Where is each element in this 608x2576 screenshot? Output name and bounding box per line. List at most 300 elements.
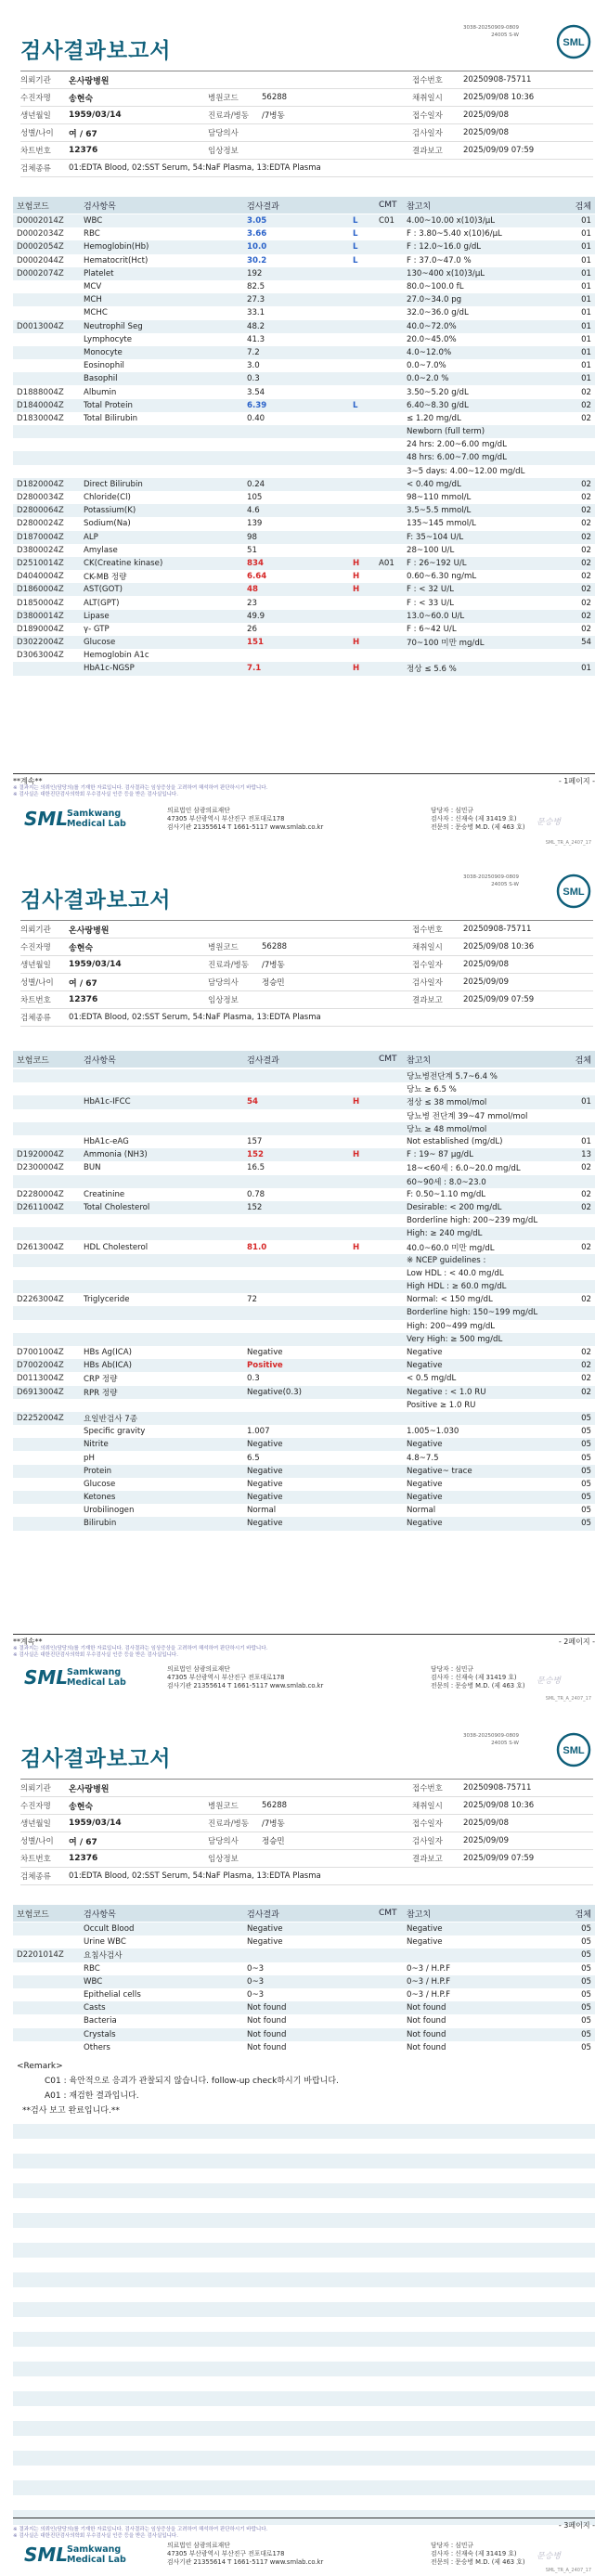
table-row bbox=[13, 1188, 595, 1201]
table-row bbox=[13, 1386, 595, 1399]
signatories: 담당자 : 심민규 검사자 : 신재숙 (제 31419 호) 전문의 : 문승병 M.D. (제 463 호) bbox=[431, 2542, 525, 2566]
row-result: 7.2 bbox=[247, 347, 260, 357]
row-specimen: 05 bbox=[581, 1440, 591, 1450]
col-cmt: CMT bbox=[379, 1055, 397, 1064]
row-test-name: Hematocrit(Hct) bbox=[84, 255, 149, 265]
row-specimen: 05 bbox=[581, 1950, 591, 1961]
row-reference: High: ≥ 240 mg/dL bbox=[407, 1229, 483, 1239]
table-row bbox=[13, 451, 595, 464]
label-doctor: 담당의사 bbox=[208, 129, 239, 138]
patient-info bbox=[20, 1779, 593, 1885]
row-flag: H bbox=[353, 585, 360, 595]
label-institution: 의뢰기관 bbox=[20, 1784, 51, 1793]
table-row bbox=[13, 504, 595, 517]
row-test-name: pH bbox=[84, 1453, 95, 1463]
row-reference: 당뇨 ≥ 6.5 % bbox=[407, 1085, 457, 1095]
row-test-name: HbA1c-IFCC bbox=[84, 1097, 131, 1107]
row-reference: Negative bbox=[407, 1479, 443, 1489]
table-row bbox=[13, 623, 595, 636]
row-result: Negative bbox=[247, 1937, 283, 1948]
row-specimen: 05 bbox=[581, 2016, 591, 2026]
row-result: Negative bbox=[247, 1493, 283, 1503]
table-row bbox=[13, 1935, 595, 1948]
row-reference: 0.0~7.0% bbox=[407, 361, 446, 371]
row-test-name: WBC bbox=[84, 1976, 103, 1987]
row-insurance-code: D0002044Z bbox=[17, 255, 64, 265]
row-test-name: Neutrophil Seg bbox=[84, 321, 143, 331]
label-patient: 수진자명 bbox=[20, 94, 51, 103]
col-cmt: CMT bbox=[379, 1909, 397, 1918]
row-reference: Negative : < 1.0 RU bbox=[407, 1387, 486, 1397]
report-code: 3038-20250909-0809 24005 S-W bbox=[463, 25, 519, 38]
table-row bbox=[13, 1372, 595, 1385]
row-result: Negative bbox=[247, 1348, 283, 1358]
label-ordered: 접수일자 bbox=[412, 1819, 443, 1829]
row-reference: F : 3.80~5.40 x(10)6/μL bbox=[407, 229, 502, 239]
row-result: Normal bbox=[247, 1506, 277, 1516]
table-row bbox=[13, 214, 595, 227]
results-table-body bbox=[13, 1922, 595, 2054]
row-test-name: Hemoglobin A1c bbox=[84, 651, 149, 661]
row-insurance-code: D2800034Z bbox=[17, 493, 64, 503]
row-specimen: 05 bbox=[581, 2003, 591, 2013]
row-reference: Negative bbox=[407, 1519, 443, 1529]
specimen-type-value: 01:EDTA Blood, 02:SST Serum, 54:NaF Plasma, 13:EDTA Plasma bbox=[69, 1013, 321, 1022]
table-row bbox=[13, 240, 595, 253]
label-hospital-code: 병원코드 bbox=[208, 943, 239, 952]
row-reference: 135~145 mmol/L bbox=[407, 519, 476, 529]
logo-text: SML bbox=[563, 887, 585, 898]
col-insurance-code: 보험코드 bbox=[17, 201, 49, 212]
row-result: 72 bbox=[247, 1295, 257, 1305]
row-result: Negative bbox=[247, 1519, 283, 1529]
col-insurance-code: 보험코드 bbox=[17, 1909, 49, 1920]
row-test-name: Glucose bbox=[84, 1479, 116, 1489]
specimen-type-value: 01:EDTA Blood, 02:SST Serum, 54:NaF Plasma, 13:EDTA Plasma bbox=[69, 163, 321, 173]
row-insurance-code: D4040004Z bbox=[17, 572, 64, 582]
row-reference: 40.0~72.0% bbox=[407, 321, 457, 331]
col-result: 검사결과 bbox=[247, 1909, 279, 1920]
report-title: 검사결과보고서 bbox=[20, 39, 172, 63]
form-code: SML_TR_A_2407_17 bbox=[545, 840, 591, 846]
row-flag: H bbox=[353, 664, 360, 674]
results-table-header bbox=[13, 197, 595, 214]
row-test-name: Albumin bbox=[84, 387, 117, 397]
row-reference: Negative bbox=[407, 1937, 443, 1948]
row-test-name: HBs Ab(ICA) bbox=[84, 1361, 133, 1371]
department-value: /7병동 bbox=[262, 961, 285, 970]
row-specimen: 02 bbox=[581, 506, 591, 516]
label-ordered: 접수일자 bbox=[412, 961, 443, 970]
row-test-name: Nitrite bbox=[84, 1440, 109, 1450]
row-reference: 당뇨 ≥ 48 mmol/mol bbox=[407, 1124, 487, 1134]
table-row bbox=[13, 293, 595, 306]
remark-title: <Remark> bbox=[17, 2062, 63, 2071]
tested-value: 2025/09/09 bbox=[463, 1836, 509, 1845]
label-received-at: 채취일시 bbox=[412, 943, 443, 952]
row-result: 51 bbox=[247, 545, 257, 555]
row-specimen: 02 bbox=[581, 519, 591, 529]
row-reference: ※ NCEP guidelines : bbox=[407, 1255, 486, 1265]
row-insurance-code: D7002004Z bbox=[17, 1361, 64, 1371]
row-specimen: 01 bbox=[581, 242, 591, 252]
row-specimen: 05 bbox=[581, 1976, 591, 1987]
row-result: Negative bbox=[247, 1466, 283, 1476]
row-specimen: 05 bbox=[581, 1519, 591, 1529]
row-result: 0.3 bbox=[247, 1374, 260, 1384]
row-test-name: Ketones bbox=[84, 1493, 116, 1503]
table-row bbox=[13, 306, 595, 319]
table-row bbox=[13, 1161, 595, 1174]
institution-value: 온사랑병원 bbox=[69, 1784, 110, 1794]
table-row bbox=[13, 1346, 595, 1359]
sex-age-value: 여 / 67 bbox=[69, 978, 97, 989]
table-row bbox=[13, 1975, 595, 1988]
row-test-name: Glucose bbox=[84, 638, 116, 648]
results-table-body bbox=[13, 214, 595, 676]
row-result: 6.39 bbox=[247, 400, 267, 410]
table-row bbox=[13, 1425, 595, 1438]
row-reference: 80.0~100.0 fL bbox=[407, 282, 464, 292]
reported-value: 2025/09/09 07:59 bbox=[463, 146, 535, 155]
row-test-name: Sodium(Na) bbox=[84, 519, 131, 529]
row-reference: 4.00~10.00 x(10)3/μL bbox=[407, 216, 496, 227]
row-specimen: 01 bbox=[581, 361, 591, 371]
row-test-name: AST(GOT) bbox=[84, 585, 123, 595]
row-reference: F : 19~ 87 μg/dL bbox=[407, 1150, 473, 1160]
dob-value: 1959/03/14 bbox=[69, 1819, 122, 1828]
row-flag: H bbox=[353, 558, 360, 568]
row-result: 4.6 bbox=[247, 506, 260, 516]
row-specimen: 02 bbox=[581, 572, 591, 582]
label-department: 진료과/병동 bbox=[208, 1819, 249, 1829]
hospital-code-value: 56288 bbox=[262, 93, 288, 102]
row-reference: Normal: < 150 mg/dL bbox=[407, 1295, 493, 1305]
label-dob: 생년월일 bbox=[20, 1819, 51, 1829]
label-doctor: 담당의사 bbox=[208, 1837, 239, 1846]
label-sex-age: 성별/나이 bbox=[20, 129, 54, 138]
row-specimen: 02 bbox=[581, 1295, 591, 1305]
patient-info bbox=[20, 71, 593, 177]
table-row bbox=[13, 1293, 595, 1306]
table-row bbox=[13, 1069, 595, 1082]
col-cmt: CMT bbox=[379, 201, 397, 210]
row-reference: 48 hrs: 6.00~7.00 mg/dL bbox=[407, 453, 507, 463]
chart-no-value: 12376 bbox=[69, 146, 98, 155]
col-test-name: 검사항목 bbox=[84, 1055, 116, 1066]
row-test-name: Direct Bilirubin bbox=[84, 479, 143, 489]
report-title: 검사결과보고서 bbox=[20, 888, 172, 913]
row-result: 0.40 bbox=[247, 413, 265, 423]
row-specimen: 01 bbox=[581, 374, 591, 384]
signature: 문승병 bbox=[537, 1676, 562, 1686]
row-insurance-code: D0002034Z bbox=[17, 229, 64, 239]
row-specimen: 05 bbox=[581, 1479, 591, 1489]
table-row bbox=[13, 1438, 595, 1451]
table-row bbox=[13, 1148, 595, 1161]
row-test-name: CK(Creatine kinase) bbox=[84, 558, 163, 568]
table-row bbox=[13, 254, 595, 267]
row-flag: L bbox=[353, 229, 358, 239]
row-result: 152 bbox=[247, 1150, 264, 1160]
row-specimen: 02 bbox=[581, 545, 591, 555]
tested-value: 2025/09/09 bbox=[463, 977, 509, 987]
row-result: 49.9 bbox=[247, 611, 265, 621]
hospital-code-value: 56288 bbox=[262, 1801, 288, 1810]
row-test-name: ALT(GPT) bbox=[84, 598, 120, 608]
label-tested: 검사일자 bbox=[412, 1837, 443, 1846]
table-row bbox=[13, 557, 595, 570]
row-specimen: 02 bbox=[581, 558, 591, 568]
row-specimen: 05 bbox=[581, 2029, 591, 2039]
department-value: /7병동 bbox=[262, 111, 285, 121]
row-test-name: MCV bbox=[84, 282, 102, 292]
row-test-name: Urine WBC bbox=[84, 1937, 126, 1948]
row-insurance-code: D2800024Z bbox=[17, 519, 64, 529]
table-row bbox=[13, 1201, 595, 1214]
label-hospital-code: 병원코드 bbox=[208, 94, 239, 103]
row-specimen: 02 bbox=[581, 1374, 591, 1384]
row-reference: Negative bbox=[407, 1493, 443, 1503]
label-clinical-info: 임상정보 bbox=[208, 996, 239, 1005]
table-row bbox=[13, 1517, 595, 1530]
table-row bbox=[13, 544, 595, 557]
row-reference: High HDL : ≥ 60.0 mg/dL bbox=[407, 1282, 507, 1292]
row-result: Negative(0.3) bbox=[247, 1387, 302, 1397]
blank-rows bbox=[13, 2124, 595, 2525]
row-reference: 정상 ≤ 38 mmol/mol bbox=[407, 1098, 487, 1108]
label-tested: 검사일자 bbox=[412, 129, 443, 138]
row-specimen: 01 bbox=[581, 308, 591, 318]
row-reference: 0~3 / H.P.F bbox=[407, 1963, 451, 1974]
row-specimen: 05 bbox=[581, 1493, 591, 1503]
label-received-at: 채취일시 bbox=[412, 1802, 443, 1811]
row-result: Positive bbox=[247, 1361, 283, 1371]
row-result: 0.3 bbox=[247, 374, 260, 384]
table-row bbox=[13, 465, 595, 478]
row-reference: Positive ≥ 1.0 RU bbox=[407, 1400, 476, 1410]
institution-value: 온사랑병원 bbox=[69, 926, 110, 936]
row-reference: Negative~ trace bbox=[407, 1466, 472, 1476]
remark-section bbox=[17, 2059, 589, 2118]
row-insurance-code: D2510014Z bbox=[17, 558, 64, 568]
table-row bbox=[13, 1320, 595, 1333]
row-result: 152 bbox=[247, 1202, 263, 1212]
row-specimen: 02 bbox=[581, 387, 591, 397]
row-specimen: 02 bbox=[581, 598, 591, 608]
row-insurance-code: D2263004Z bbox=[17, 1295, 64, 1305]
page-footer bbox=[13, 773, 595, 785]
dob-value: 1959/03/14 bbox=[69, 960, 122, 969]
signatories: 담당자 : 심민규 검사자 : 신재숙 (제 31419 호) 전문의 : 문승병 M.D. (제 463 호) bbox=[431, 1665, 525, 1689]
row-specimen: 02 bbox=[581, 479, 591, 489]
chart-no-value: 12376 bbox=[69, 1854, 98, 1863]
table-row bbox=[13, 2001, 595, 2014]
row-test-name: Bacteria bbox=[84, 2016, 117, 2026]
row-reference: Not established (mg/dL) bbox=[407, 1137, 503, 1147]
row-specimen: 01 bbox=[581, 229, 591, 239]
row-specimen: 01 bbox=[581, 255, 591, 265]
row-reference: F: 35~104 U/L bbox=[407, 532, 464, 542]
row-insurance-code: D0002014Z bbox=[17, 216, 64, 227]
col-test-name: 검사항목 bbox=[84, 1909, 116, 1920]
row-result: 82.5 bbox=[247, 282, 265, 292]
row-reference: Negative bbox=[407, 1348, 443, 1358]
row-reference: 18~<60세 : 6.0~20.0 mg/dL bbox=[407, 1164, 521, 1174]
row-reference: F : 6~42 U/L bbox=[407, 624, 457, 634]
continued-label: **계속** bbox=[13, 1638, 43, 1646]
table-row bbox=[13, 333, 595, 346]
signature: 문승병 bbox=[537, 818, 562, 827]
row-test-name: ALP bbox=[84, 532, 98, 542]
label-patient: 수진자명 bbox=[20, 1802, 51, 1811]
table-row bbox=[13, 425, 595, 438]
row-reference: Not found bbox=[407, 2029, 446, 2039]
table-row bbox=[13, 1267, 595, 1280]
row-specimen: 02 bbox=[581, 611, 591, 621]
row-test-name: Epithelial cells bbox=[84, 1990, 141, 2000]
table-row bbox=[13, 491, 595, 504]
row-result: 0~3 bbox=[247, 1976, 265, 1987]
row-reference: 4.0~12.0% bbox=[407, 347, 452, 357]
table-row bbox=[13, 583, 595, 596]
label-hospital-code: 병원코드 bbox=[208, 1802, 239, 1811]
row-test-name: Total Bilirubin bbox=[84, 413, 138, 423]
row-result: 105 bbox=[247, 493, 263, 503]
row-reference: 70~100 미만 mg/dL bbox=[407, 639, 485, 649]
page-footer bbox=[13, 1634, 595, 1646]
row-reference: 0~3 / H.P.F bbox=[407, 1976, 451, 1987]
table-row bbox=[13, 1175, 595, 1188]
label-specimen-type: 검체종류 bbox=[20, 1872, 51, 1882]
col-specimen: 검체 bbox=[575, 1909, 591, 1920]
table-row bbox=[13, 610, 595, 623]
row-reference: Very High: ≥ 500 mg/dL bbox=[407, 1334, 503, 1344]
row-specimen: 02 bbox=[581, 1387, 591, 1397]
row-test-name: Specific gravity bbox=[84, 1427, 146, 1437]
sex-age-value: 여 / 67 bbox=[69, 129, 97, 139]
row-insurance-code: D3022004Z bbox=[17, 638, 64, 648]
patient-info bbox=[20, 920, 593, 1027]
row-insurance-code: D0013004Z bbox=[17, 321, 64, 331]
row-insurance-code: D2300004Z bbox=[17, 1163, 64, 1173]
row-result: 6.64 bbox=[247, 572, 267, 582]
ordered-value: 2025/09/08 bbox=[463, 110, 509, 120]
row-specimen: 02 bbox=[581, 1189, 591, 1199]
table-row bbox=[13, 1988, 595, 2001]
row-reference: High: 200~499 mg/dL bbox=[407, 1321, 496, 1331]
table-row bbox=[13, 1109, 595, 1122]
row-insurance-code: D1830004Z bbox=[17, 413, 64, 423]
row-specimen: 01 bbox=[581, 216, 591, 227]
row-result: Not found bbox=[247, 2016, 287, 2026]
label-patient: 수진자명 bbox=[20, 943, 51, 952]
row-result: 192 bbox=[247, 268, 263, 278]
row-result: Negative bbox=[247, 1924, 283, 1935]
lab-address: 의료법인 삼광의료재단 47305 부산광역시 부산진구 전포대로178 검사기관 21355614 T 1661-5117 www.smlab.co.kr bbox=[167, 1665, 324, 1689]
row-specimen: 02 bbox=[581, 1163, 591, 1173]
row-specimen: 05 bbox=[581, 1506, 591, 1516]
row-insurance-code: D0002054Z bbox=[17, 242, 64, 252]
table-row bbox=[13, 1254, 595, 1267]
row-reference: F : < 33 U/L bbox=[407, 598, 454, 608]
col-result: 검사결과 bbox=[247, 201, 279, 212]
row-result: 3.54 bbox=[247, 387, 265, 397]
row-result: 3.05 bbox=[247, 216, 267, 227]
row-specimen: 02 bbox=[581, 400, 591, 410]
row-specimen: 02 bbox=[581, 1242, 591, 1252]
row-specimen: 05 bbox=[581, 1963, 591, 1974]
row-cmt: A01 bbox=[379, 558, 395, 568]
label-sex-age: 성별/나이 bbox=[20, 1837, 54, 1846]
row-result: 98 bbox=[247, 532, 257, 542]
row-result: 0.24 bbox=[247, 479, 265, 489]
col-specimen: 검체 bbox=[575, 201, 591, 212]
lab-address: 의료법인 삼광의료재단 47305 부산광역시 부산진구 전포대로178 검사기관 21355614 T 1661-5117 www.smlab.co.kr bbox=[167, 807, 324, 831]
row-test-name: Casts bbox=[84, 2003, 106, 2013]
row-result: 26 bbox=[247, 624, 257, 634]
row-reference: 24 hrs: 2.00~6.00 mg/dL bbox=[407, 440, 507, 450]
row-result: 0.78 bbox=[247, 1189, 265, 1199]
row-flag: H bbox=[353, 1150, 360, 1160]
row-reference: 정상 ≤ 5.6 % bbox=[407, 665, 457, 675]
label-tested: 검사일자 bbox=[412, 978, 443, 988]
label-reported: 결과보고 bbox=[412, 147, 443, 156]
row-reference: Not found bbox=[407, 2016, 446, 2026]
label-receipt-no: 접수번호 bbox=[412, 1784, 443, 1793]
row-specimen: 05 bbox=[581, 1453, 591, 1463]
label-department: 진료과/병동 bbox=[208, 111, 249, 121]
table-row bbox=[13, 1306, 595, 1319]
row-insurance-code: D0113004Z bbox=[17, 1374, 64, 1384]
table-row bbox=[13, 1399, 595, 1412]
specimen-type-value: 01:EDTA Blood, 02:SST Serum, 54:NaF Plasma, 13:EDTA Plasma bbox=[69, 1871, 321, 1881]
received-at-value: 2025/09/08 10:36 bbox=[463, 93, 535, 102]
row-cmt: C01 bbox=[379, 216, 395, 227]
row-insurance-code: D2800064Z bbox=[17, 506, 64, 516]
table-row bbox=[13, 1240, 595, 1253]
row-specimen: 01 bbox=[581, 282, 591, 292]
table-row bbox=[13, 662, 595, 675]
row-insurance-code: D1860004Z bbox=[17, 585, 64, 595]
label-reported: 결과보고 bbox=[412, 996, 443, 1005]
row-specimen: 05 bbox=[581, 1924, 591, 1935]
label-dob: 생년월일 bbox=[20, 111, 51, 121]
row-reference: 0.0~2.0 % bbox=[407, 374, 449, 384]
row-result: 6.5 bbox=[247, 1453, 260, 1463]
row-specimen: 05 bbox=[581, 1413, 591, 1423]
row-reference: < 0.40 mg/dL bbox=[407, 479, 461, 489]
row-result: Negative bbox=[247, 1479, 283, 1489]
row-result: 157 bbox=[247, 1137, 263, 1147]
signature: 문승병 bbox=[537, 2552, 562, 2561]
report-code: 3038-20250909-0809 24005 S-W bbox=[463, 874, 519, 887]
row-test-name: 요침사검사 bbox=[84, 1951, 123, 1961]
label-reported: 결과보고 bbox=[412, 1855, 443, 1864]
logo-text: SML bbox=[563, 1745, 585, 1756]
doctor-value: 정승민 bbox=[262, 978, 285, 988]
hospital-code-value: 56288 bbox=[262, 942, 288, 951]
table-row bbox=[13, 1465, 595, 1478]
row-test-name: Protein bbox=[84, 1466, 112, 1476]
patient-name: 송현숙 bbox=[69, 1802, 94, 1812]
disclaimer: ※ 결과지는 의뢰인(담당의)를 기재한 자료입니다. 검사결과는 임상증상을 고려하여 해석하여 판단하시기 바랍니다. ※ 검사실은 대한진단검사의학회 우수검사실 인증 등을 받은 검사실입니다. bbox=[13, 1646, 268, 1658]
row-reference: 60~90세 : 8.0~23.0 bbox=[407, 1177, 486, 1187]
table-row bbox=[13, 478, 595, 491]
row-result: Negative bbox=[247, 1440, 283, 1450]
row-result: Not found bbox=[247, 2042, 287, 2052]
receipt-no-value: 20250908-75711 bbox=[463, 1783, 532, 1793]
